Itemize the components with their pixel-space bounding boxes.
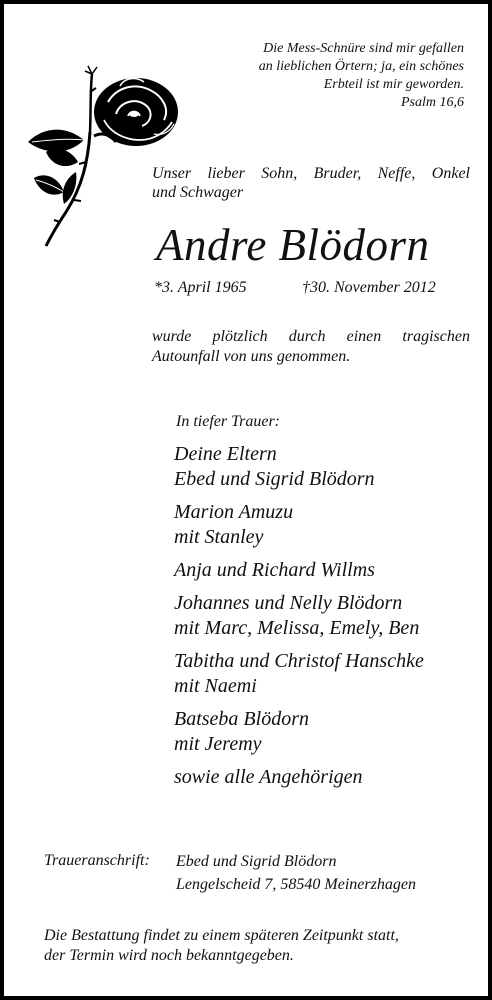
mourner-line: mit Jeremy [174, 733, 262, 755]
intro-line-1 [152, 164, 470, 183]
mourner-line: Marion Amuzu [174, 501, 294, 523]
mourner-group [174, 649, 474, 699]
intro-word: Bruder, [313, 165, 362, 182]
intro-word: Onkel [431, 165, 470, 182]
death-circumstance [152, 327, 470, 367]
intro-word: Neffe, [377, 165, 416, 182]
funeral-note [44, 926, 464, 966]
event-line-1 [152, 327, 470, 347]
birth-date: *3. April 1965 [154, 279, 247, 296]
quote-line: Erbteil ist mir geworden. [323, 77, 464, 92]
mourner-group [174, 500, 474, 550]
quote-line: an lieblichen Örtern; ja, ein schönes [258, 59, 464, 74]
psalm-quote [214, 40, 464, 112]
mourner-line: Deine Eltern [174, 443, 277, 465]
quote-source: Psalm 16,6 [401, 95, 464, 110]
mourner-line: mit Marc, Melissa, Emely, Ben [174, 617, 420, 639]
intro-word: Sohn, [261, 165, 298, 182]
event-line-2: Autounfall von uns genommen. [152, 348, 351, 365]
address-label: Traueranschrift: [44, 852, 150, 869]
note-line: Die Bestattung findet zu einem späteren Zeitpunkt statt, [44, 927, 399, 944]
address-line: Ebed und Sigrid Blödorn [176, 853, 337, 870]
event-word: plötzlich [212, 328, 268, 345]
mourner-group [174, 765, 474, 790]
mourner-line: mit Naemi [174, 675, 257, 697]
mourner-line: Ebed und Sigrid Blödorn [174, 468, 375, 490]
intro-line-2: und Schwager [152, 184, 244, 201]
address-line: Lengelscheid 7, 58540 Meinerzhagen [176, 876, 416, 893]
event-word: wurde [152, 328, 192, 345]
mourner-line: sowie alle Angehörigen [174, 766, 363, 788]
mourner-group [174, 591, 474, 641]
event-word: einen [346, 328, 382, 345]
deceased-name: Andre Blödorn [156, 220, 430, 270]
quote-line: Die Mess-Schnüre sind mir gefallen [263, 41, 464, 56]
mourner-group [174, 558, 474, 583]
mourners-list [174, 442, 474, 798]
mourning-label: In tiefer Trauer: [176, 413, 280, 430]
mourner-group [174, 442, 474, 492]
mourner-line: Tabitha und Christof Hanschke [174, 650, 424, 672]
intro-word: lieber [207, 165, 245, 182]
intro-word: Unser [152, 165, 192, 182]
mourning-address [176, 850, 416, 896]
event-word: durch [288, 328, 326, 345]
mourner-line: Johannes und Nelly Blödorn [174, 592, 403, 614]
note-line: der Termin wird noch bekanntgegeben. [44, 947, 294, 964]
event-word: tragischen [402, 328, 470, 345]
mourner-line: Batseba Blödorn [174, 708, 309, 730]
death-date: †30. November 2012 [302, 279, 436, 296]
mourner-line: mit Stanley [174, 526, 264, 548]
relationship-intro [152, 164, 470, 202]
mourner-line: Anja und Richard Willms [174, 559, 375, 581]
mourner-group [174, 707, 474, 757]
